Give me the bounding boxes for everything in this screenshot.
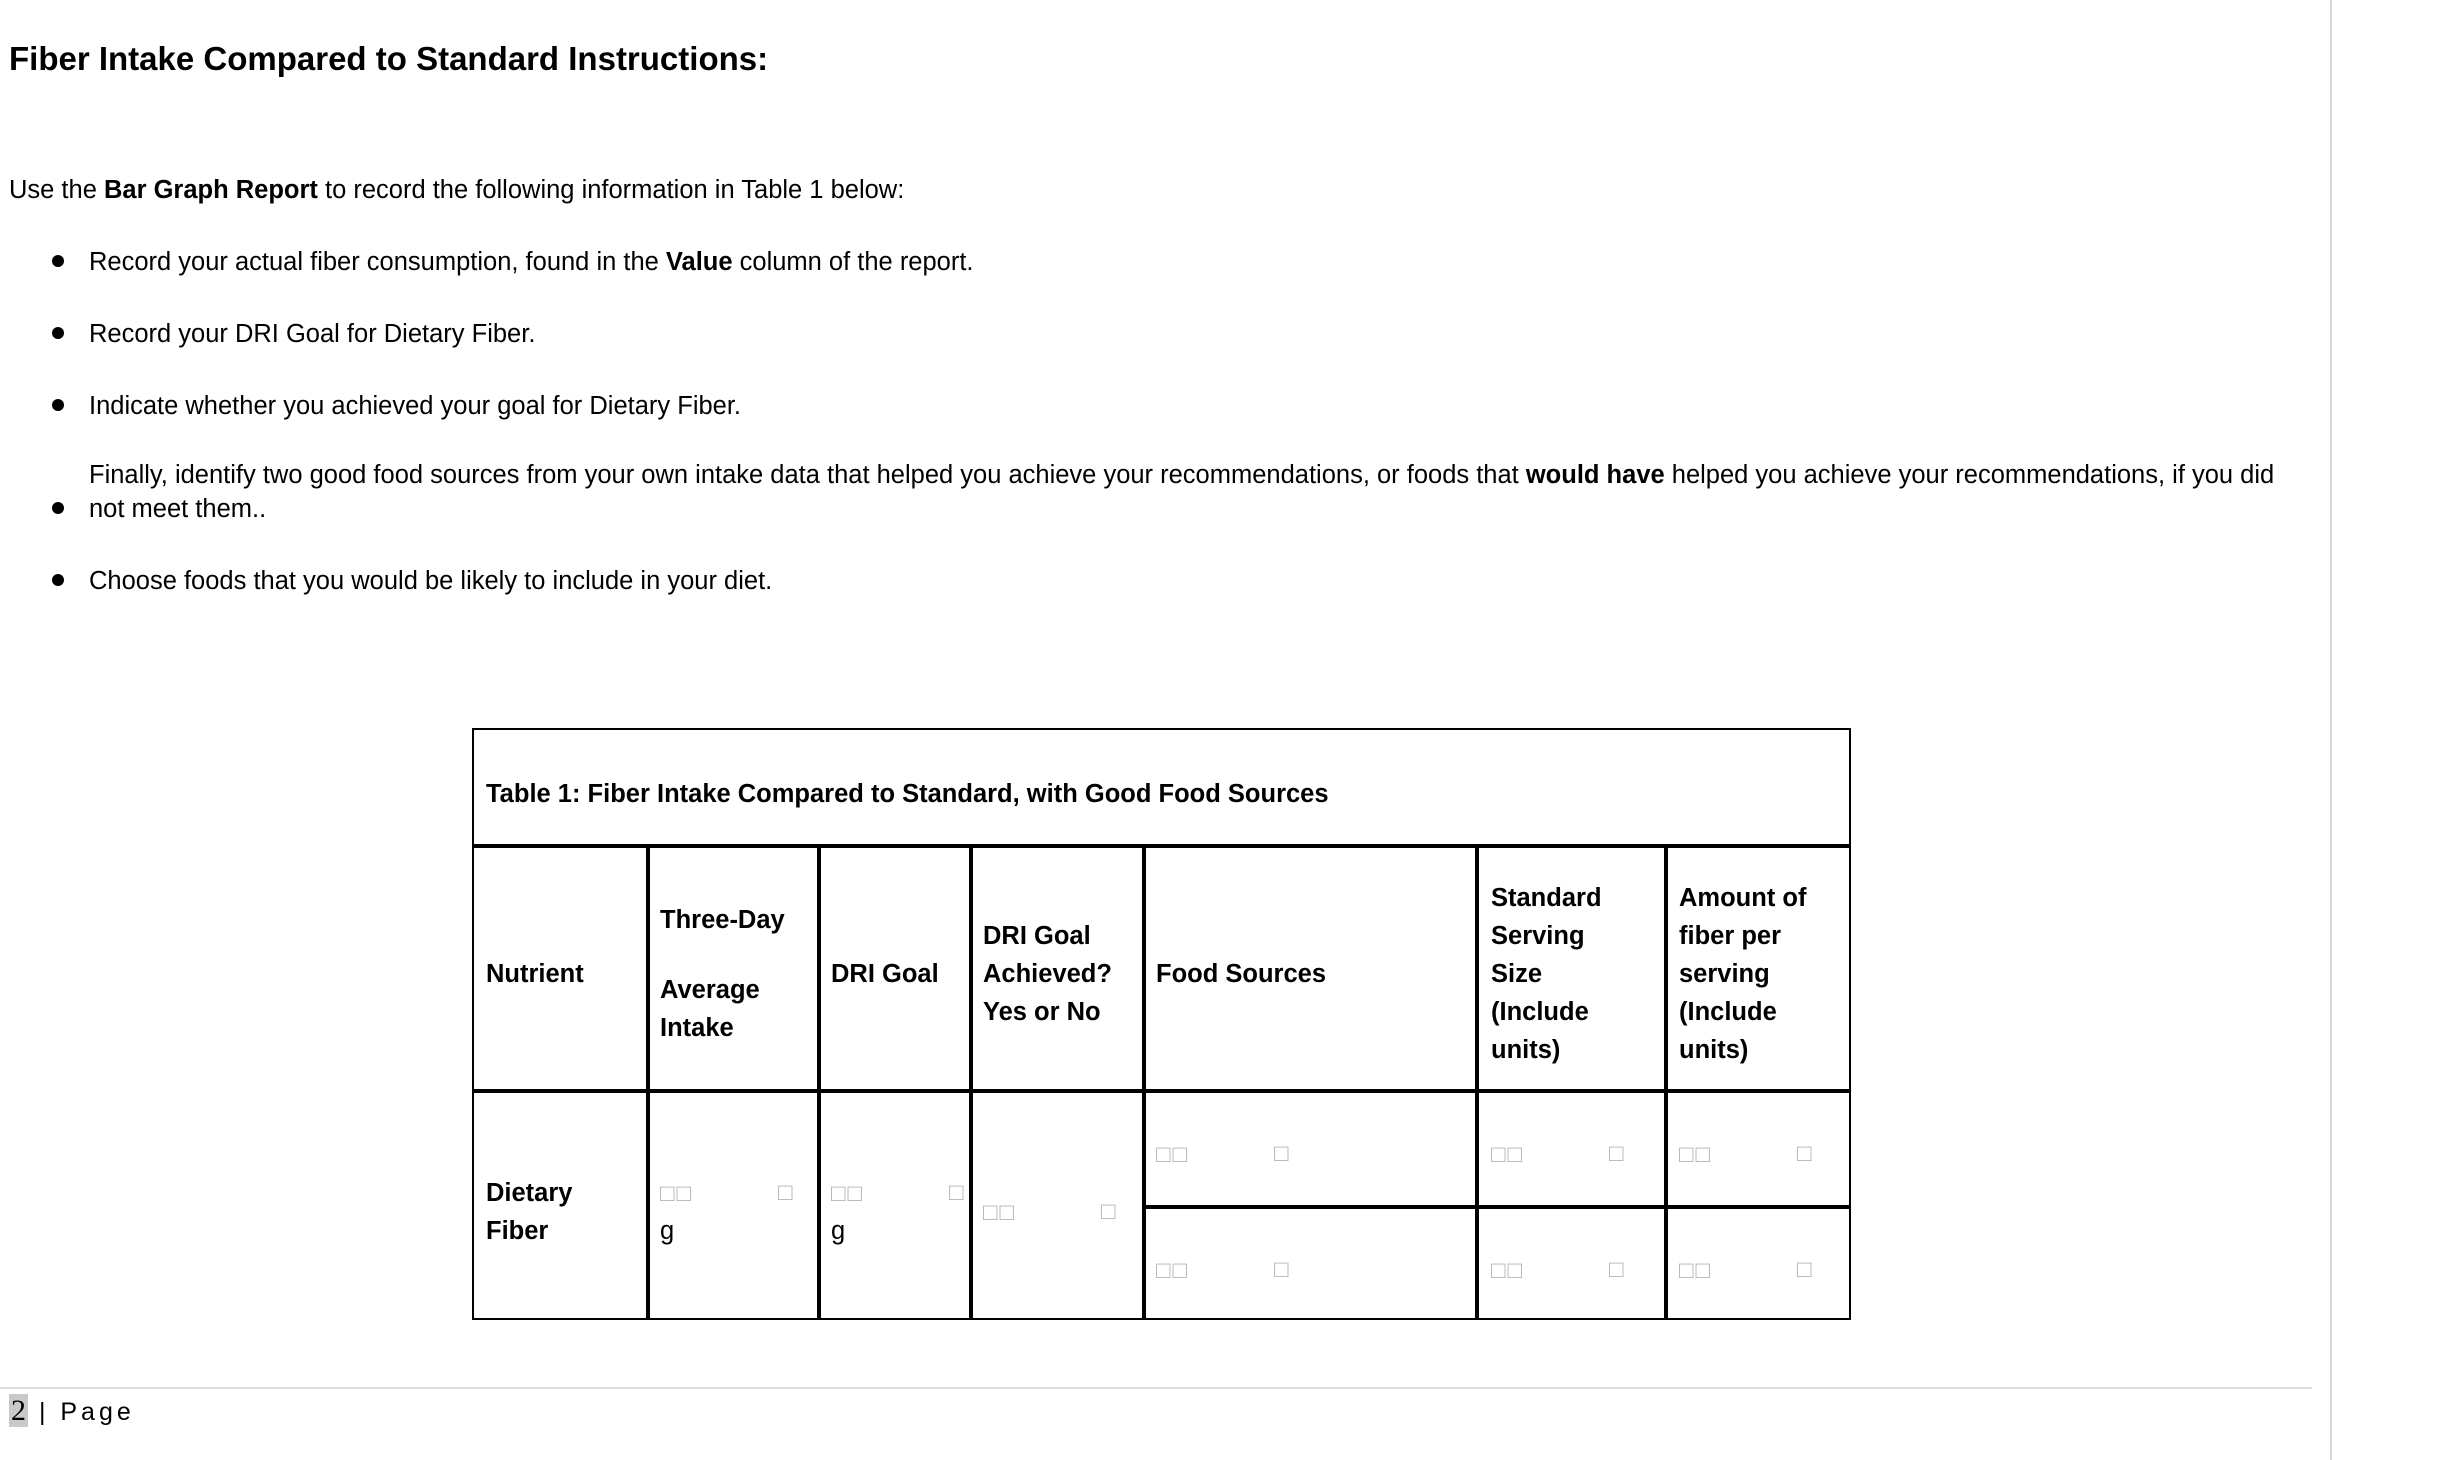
bullet-dot [52, 502, 64, 514]
row-nutrient-dietary-fiber: Dietary Fiber [486, 1179, 573, 1245]
form-placeholder[interactable]: □□ [1156, 1141, 1189, 1168]
serving-size-field-1[interactable] [1491, 1135, 1651, 1173]
form-placeholder[interactable]: □□ [1679, 1257, 1712, 1284]
header-three-day-average-intake: Three-Day Average Intake [660, 906, 785, 1042]
form-placeholder[interactable]: □□ [1491, 1141, 1524, 1168]
table-rule [646, 844, 650, 1320]
form-placeholder[interactable]: □□ [1491, 1257, 1524, 1284]
form-placeholder[interactable]: □□ [983, 1199, 1016, 1226]
bullet-item-1: Record your actual fiber consumption, found in the Value column of the report. [89, 248, 974, 276]
food-source-field-1[interactable] [1156, 1135, 1456, 1173]
intro-text-end: to record the following information in Table 1 below: [317, 176, 905, 204]
intake-unit: g [660, 1217, 675, 1245]
page-heading: Fiber Intake Compared to Standard Instructions: [9, 40, 769, 77]
table-rule [969, 844, 973, 1320]
food-source-field-2[interactable] [1156, 1251, 1456, 1289]
table-rule [1475, 844, 1479, 1320]
dri-goal-field[interactable] [831, 1174, 966, 1250]
page-label: | Page [28, 1398, 135, 1426]
form-placeholder[interactable]: □ [1274, 1140, 1291, 1167]
header-amount-fiber-per-serving: Amount of fiber per serving (Include units) [1679, 884, 1807, 1064]
footer-divider [0, 1387, 2312, 1389]
intake-field[interactable] [660, 1174, 810, 1250]
form-placeholder[interactable]: □ [778, 1179, 795, 1206]
header-dri-goal-achieved: DRI Goal Achieved? Yes or No [983, 922, 1112, 1026]
bullet-item-4: Finally, identify two good food sources from your own intake data that helped you achieve your recommendations, or foods that would have helped you achieve your recommendations, if you did not meet them.. [89, 461, 2275, 523]
dri-goal-unit: g [831, 1217, 846, 1245]
bullet-dot [52, 255, 64, 267]
bullet-item-3: Indicate whether you achieved your goal for Dietary Fiber. [89, 392, 742, 420]
page-footer [9, 1394, 135, 1428]
page-number: 2 [11, 1394, 26, 1427]
serving-size-field-2[interactable] [1491, 1251, 1651, 1289]
achieved-field[interactable] [983, 1193, 1133, 1231]
form-placeholder[interactable]: □□ [831, 1180, 864, 1207]
header-standard-serving-size: Standard Serving Size (Include units) [1491, 884, 1602, 1064]
table-caption: Table 1: Fiber Intake Compared to Standard, with Good Food Sources [486, 780, 1329, 808]
form-placeholder[interactable]: □ [1797, 1256, 1814, 1283]
form-placeholder[interactable]: □ [949, 1179, 966, 1206]
intro-bold-report: Bar Graph Report [103, 176, 318, 204]
fiber-amount-field-2[interactable] [1679, 1251, 1839, 1289]
table-rule [1142, 844, 1146, 1320]
table-rule [817, 844, 821, 1320]
form-placeholder[interactable]: □ [1609, 1256, 1626, 1283]
form-placeholder[interactable]: □ [1609, 1140, 1626, 1167]
bullet-dot [52, 327, 64, 339]
header-food-sources: Food Sources [1156, 960, 1327, 988]
bullet-item-5: Choose foods that you would be likely to include in your diet. [89, 567, 773, 595]
header-nutrient: Nutrient [486, 960, 584, 988]
fiber-table [472, 728, 1851, 1320]
form-placeholder[interactable]: □□ [1156, 1257, 1189, 1284]
table-rule [1144, 1205, 1851, 1209]
table-rule [1664, 844, 1668, 1320]
bullet-dot [52, 399, 64, 411]
bullet-item-2: Record your DRI Goal for Dietary Fiber. [89, 320, 536, 348]
table-rule [472, 1089, 1851, 1093]
form-placeholder[interactable]: □ [1274, 1256, 1291, 1283]
form-placeholder[interactable]: □ [1101, 1198, 1118, 1225]
table-rule [472, 844, 1851, 848]
header-dri-goal: DRI Goal [831, 960, 939, 988]
form-placeholder[interactable]: □□ [1679, 1141, 1712, 1168]
form-placeholder[interactable]: □□ [660, 1180, 693, 1207]
bullet-dot [52, 574, 64, 586]
fiber-amount-field-1[interactable] [1679, 1135, 1839, 1173]
form-placeholder[interactable]: □ [1797, 1140, 1814, 1167]
page-edge-divider [2330, 0, 2332, 1460]
intro-paragraph [9, 176, 904, 205]
intro-text: Use the [9, 176, 104, 204]
